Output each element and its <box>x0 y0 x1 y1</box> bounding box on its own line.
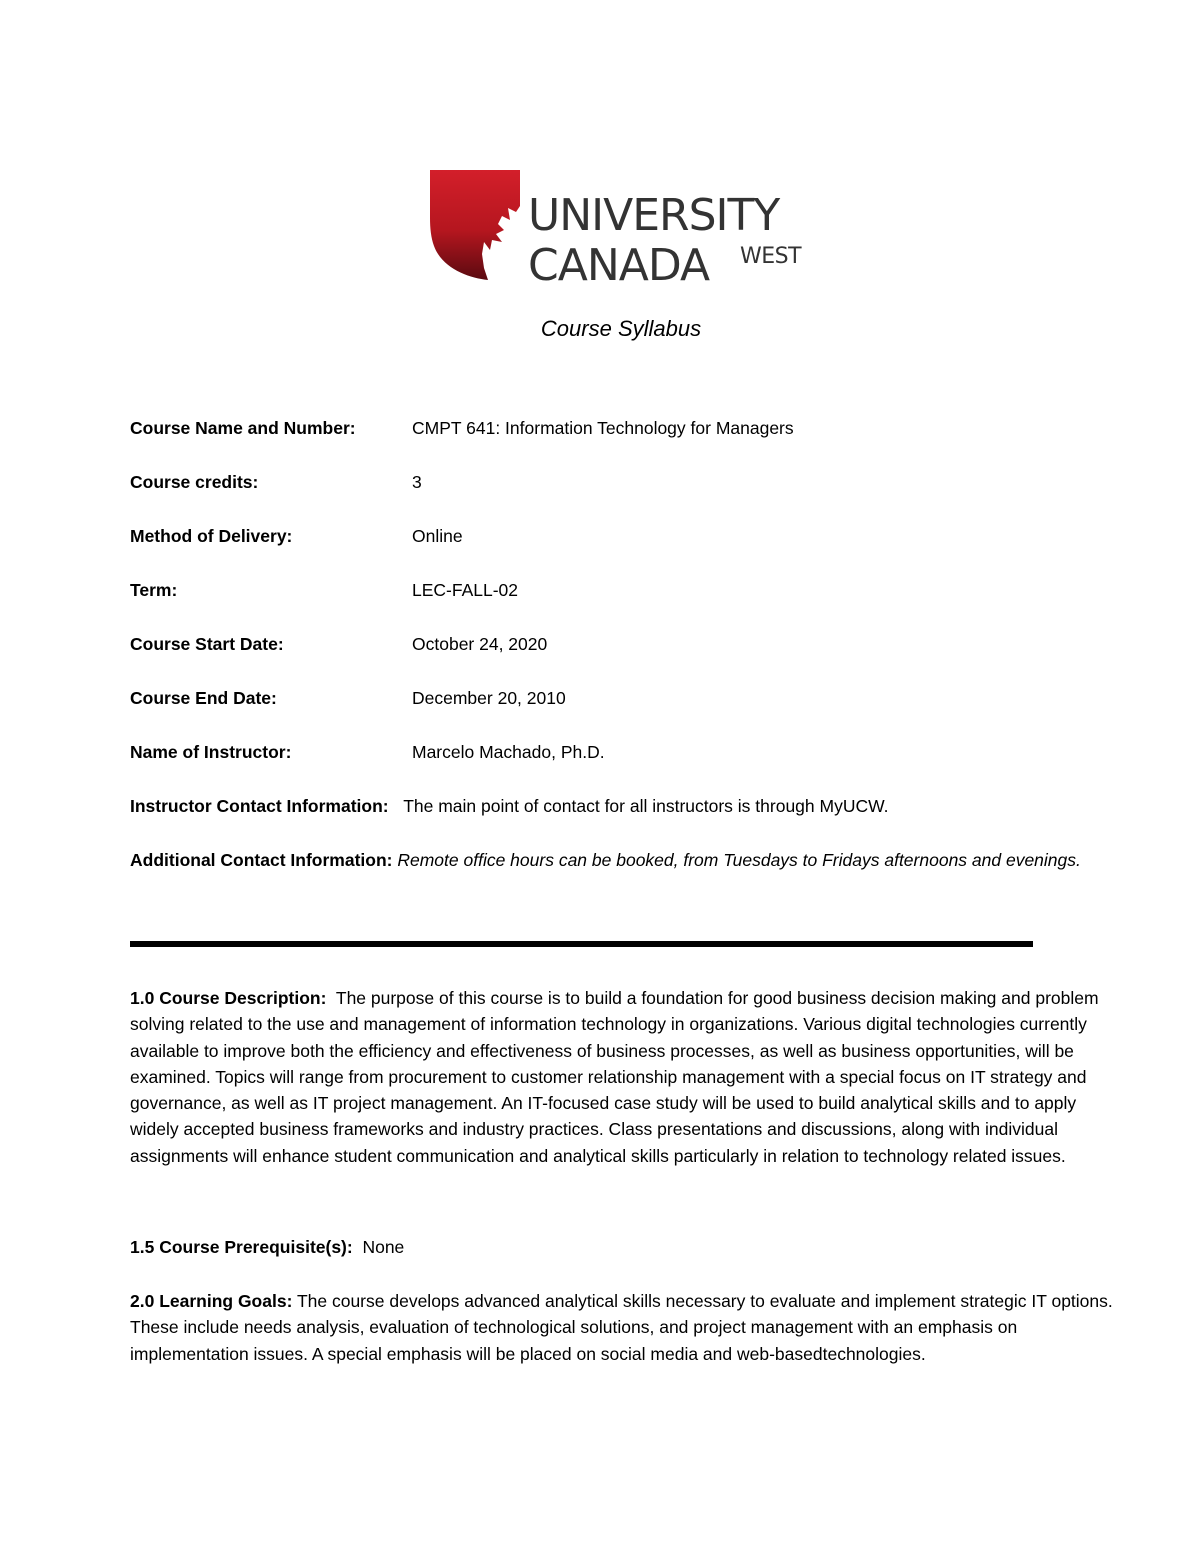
section-text: The purpose of this course is to build a foundation for good business decision making and problem solving related to the use and management of information technology in organizations. Various digital technologies currently available to improve both the efficiency and effectiveness of business processes, as well as business opportunities, will be examined. Topics will range from procurement to customer relationship management with a special focus on IT strategy and governance, as well as IT project management. An IT-focused case study will be used to build analytical skills and to apply widely accepted business frameworks and industry practices. Class presentations and discussions, along with individual assignments will enhance student communication and analytical skills particularly in relation to technology related issues. <box>130 988 1099 1166</box>
info-value: December 20, 2010 <box>412 688 566 708</box>
maple-shield-icon <box>428 168 524 286</box>
info-value: Online <box>412 526 463 546</box>
instructor-contact-label: Instructor Contact Information: <box>130 796 389 816</box>
horizontal-divider <box>130 941 1033 947</box>
info-label: Term: <box>130 580 178 600</box>
instructor-contact <box>130 791 1110 822</box>
info-value: LEC-FALL-02 <box>412 580 519 600</box>
info-label: Course Start Date: <box>130 634 284 654</box>
university-logo <box>428 168 818 291</box>
section-learning-goals <box>130 1288 1120 1367</box>
info-value: CMPT 641: Information Technology for Managers <box>412 418 794 438</box>
document-title: Course Syllabus <box>540 316 702 341</box>
logo-line-west: WEST <box>740 244 802 269</box>
info-label: Course Name and Number: <box>130 418 356 438</box>
section-label: 1.0 Course Description: <box>130 988 327 1008</box>
additional-contact-value: Remote office hours can be booked, from Tuesdays to Fridays afternoons and evenings. <box>397 850 1081 870</box>
instructor-contact-value: The main point of contact for all instructors is through MyUCW. <box>403 796 889 816</box>
additional-contact <box>130 845 1110 876</box>
section-course-description <box>130 985 1120 1169</box>
logo-line-university: UNIVERSITY <box>528 190 780 241</box>
section-text: The course develops advanced analytical skills necessary to evaluate and implement strategic IT options. These include needs analysis, evaluation of technological solutions, and project management with an emphasis on implementation issues. A special emphasis will be placed on social media and web-basedtechnologies. <box>130 1291 1113 1364</box>
info-label: Course End Date: <box>130 688 277 708</box>
section-prerequisites <box>130 1234 1120 1260</box>
additional-contact-label: Additional Contact Information: <box>130 850 393 870</box>
info-value: 3 <box>412 472 422 492</box>
info-label: Course credits: <box>130 472 259 492</box>
section-text: None <box>362 1237 405 1257</box>
info-label: Name of Instructor: <box>130 742 292 762</box>
info-value: Marcelo Machado, Ph.D. <box>412 742 605 762</box>
section-label: 1.5 Course Prerequisite(s): <box>130 1237 353 1257</box>
section-label: 2.0 Learning Goals: <box>130 1291 293 1311</box>
info-value: October 24, 2020 <box>412 634 548 654</box>
info-label: Method of Delivery: <box>130 526 293 546</box>
logo-line-canada: CANADA <box>528 240 710 291</box>
